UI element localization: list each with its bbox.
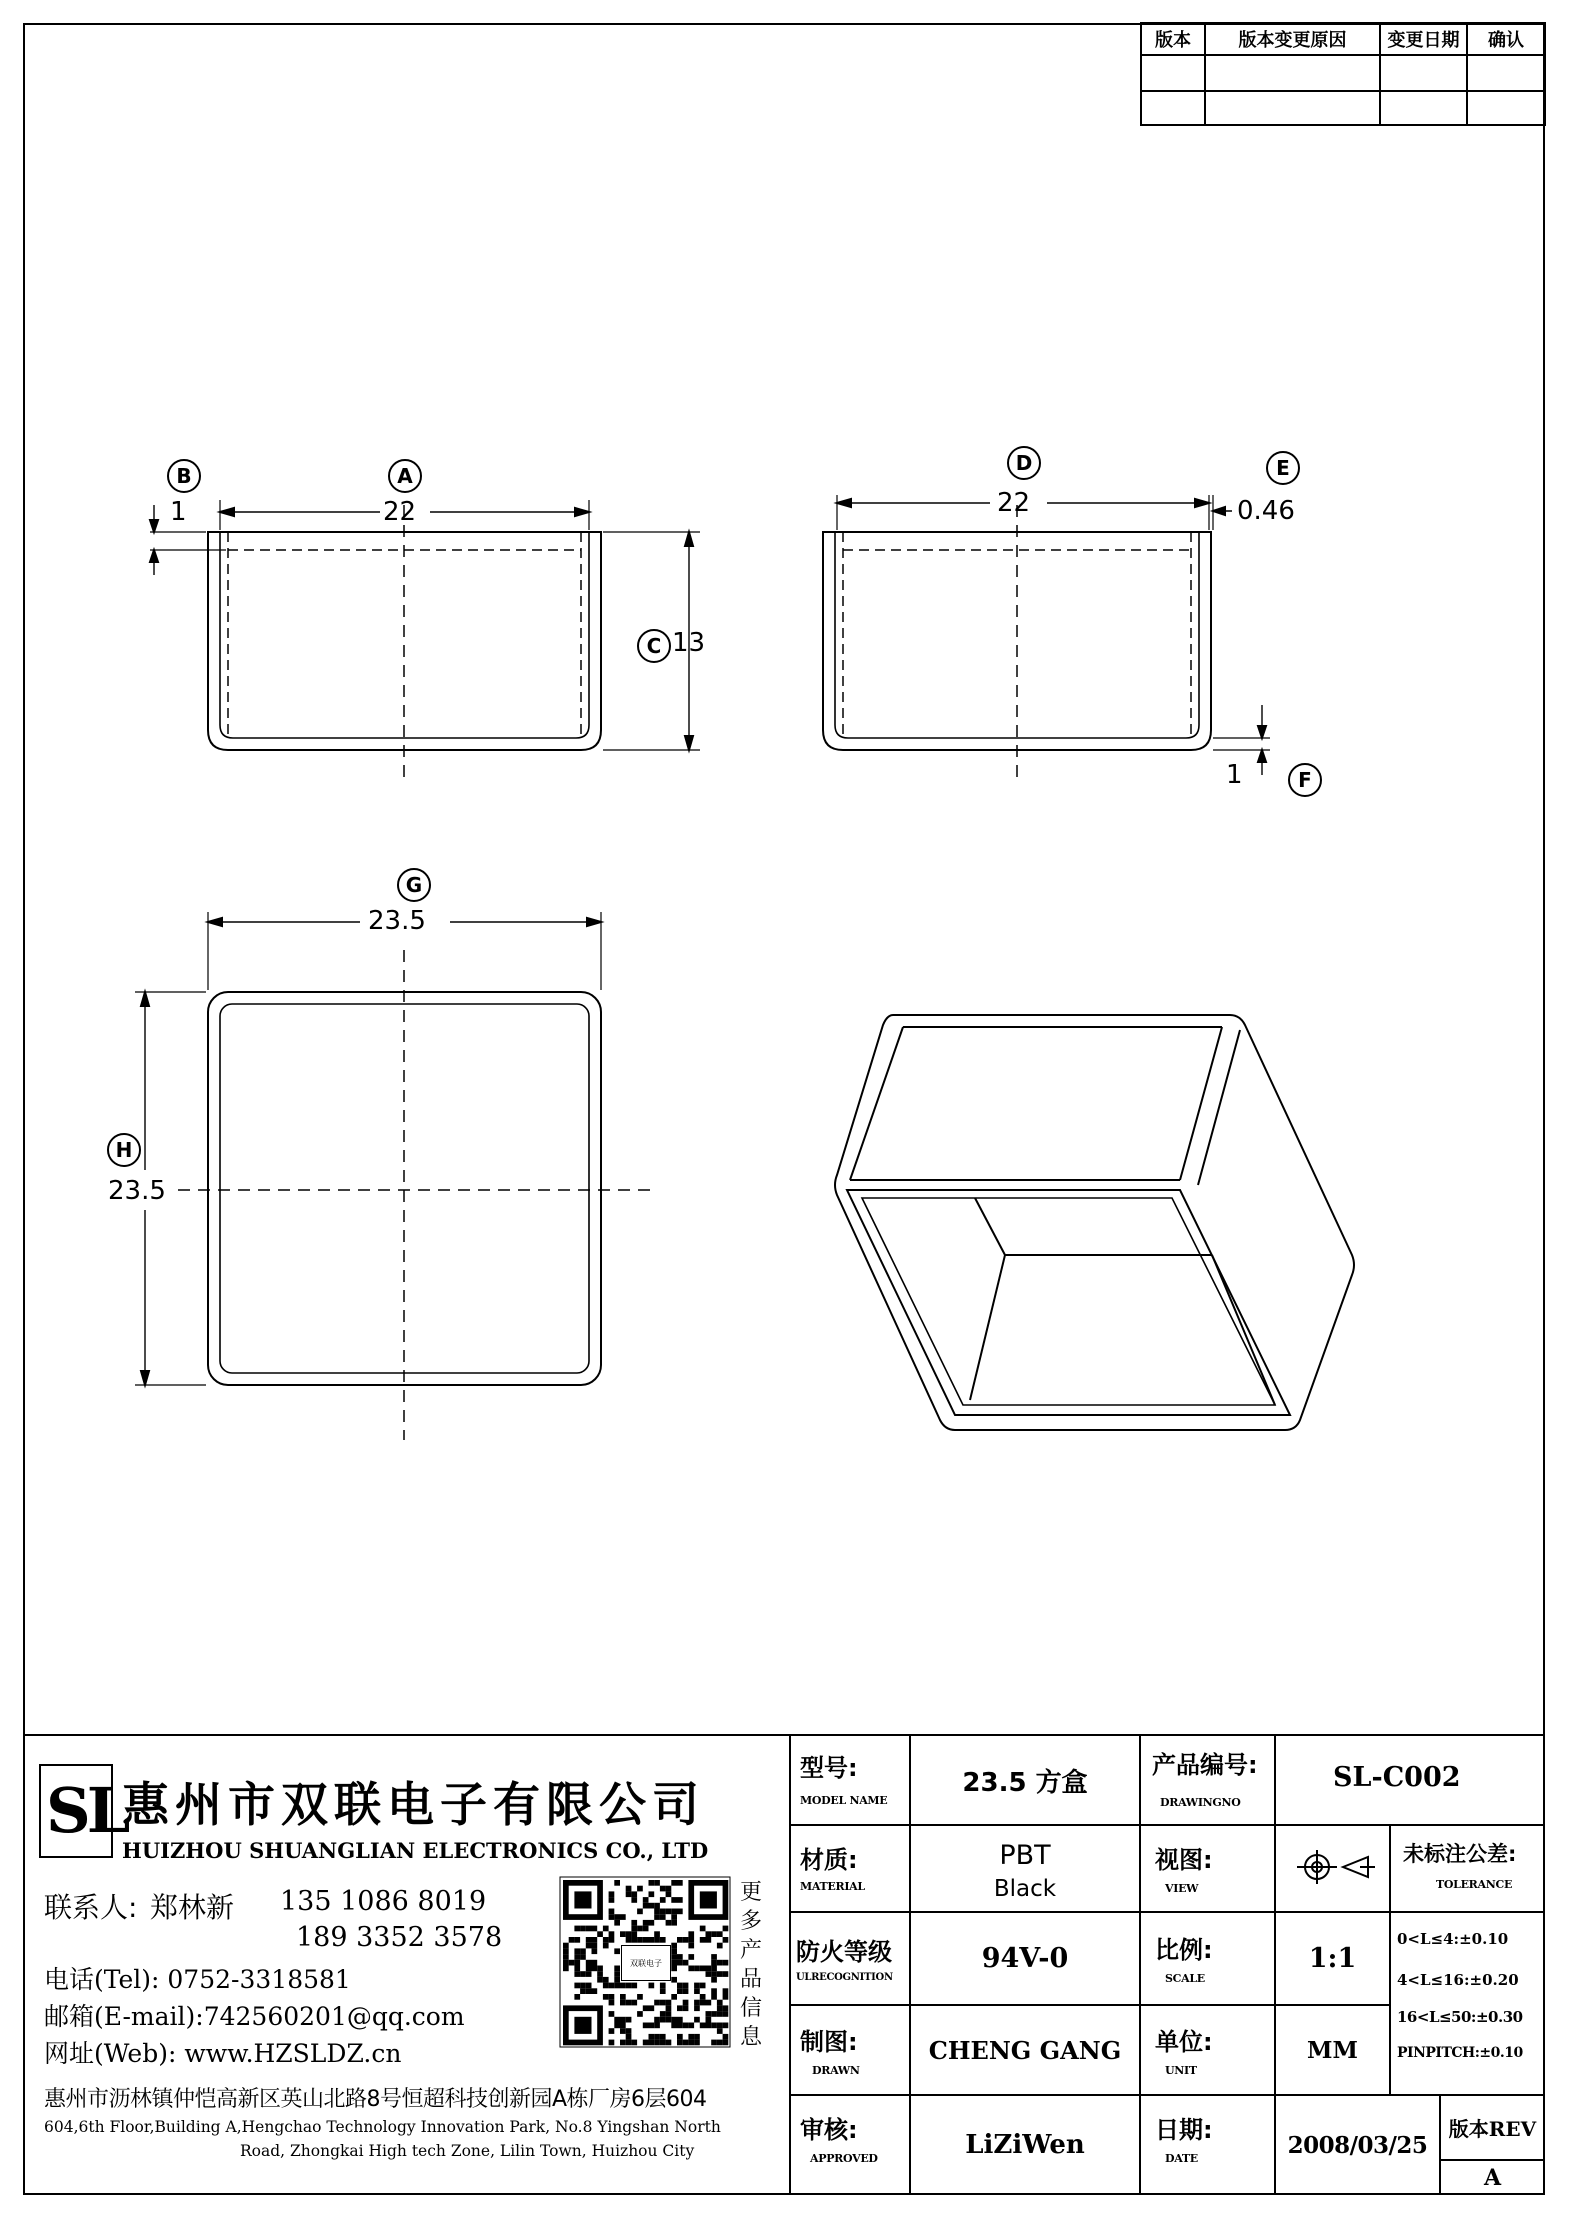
material-label-en: MATERIAL [800,1880,865,1893]
contact-phone2: 189 3352 3578 [296,1922,503,1953]
tolerance-3: 16<L≤50:±0.30 [1397,2008,1523,2026]
view-label-cn: 视图: [1155,1846,1213,1874]
tolerance-4: PINPITCH:±0.10 [1397,2045,1523,2061]
qr-center-logo: 双联电子 [621,1945,671,1981]
contact-name: 郑林新 [150,1891,235,1924]
fire-value: 94V-0 [981,1943,1069,1974]
drawn-label-en: DRAWN [812,2064,860,2077]
material-color: Black [993,1876,1057,1902]
fire-label-cn: 防火等级 [796,1938,892,1966]
marker-f: F [1298,768,1312,792]
marker-c: C [646,634,662,658]
logo-letters: SL [46,1774,127,1847]
tolerance-label-cn: 未标注公差: [1403,1842,1517,1866]
tolerance-label-en: TOLERANCE [1436,1878,1513,1891]
drawing-no-label-en: DRAWINGNO [1160,1796,1241,1809]
dim-side-wall: 0.46 [1237,496,1295,526]
contact-email: 邮箱(E-mail):742560201@qq.com [44,2002,465,2031]
dim-side-bottom: 1 [1226,760,1243,790]
unit-label-en: UNIT [1165,2064,1197,2077]
tolerance-2: 4<L≤16:±0.20 [1397,1971,1519,1989]
marker-d: D [1015,451,1033,475]
model-value: 23.5 方盒 [962,1767,1088,1798]
date-label-en: DATE [1165,2152,1198,2165]
address-cn: 惠州市沥林镇仲恺高新区英山北路8号恒超科技创新园A栋厂房6层604 [44,2087,707,2112]
qr-caption: 更多产品信息 [740,1880,763,2050]
address-en-line1: 604,6th Floor,Building A,Hengchao Technology Innovation Park, No.8 Yingshan North [44,2118,721,2136]
material-value: PBT [999,1839,1051,1871]
dim-front-width: 22 [383,497,417,527]
date-label-cn: 日期: [1155,2116,1213,2144]
marker-e: E [1276,456,1290,480]
company-name-cn: 惠州市双联电子有限公司 [122,1778,705,1833]
marker-h: H [115,1138,133,1162]
contact-tel: 电话(Tel): 0752-3318581 [44,1965,351,1994]
marker-b: B [176,464,192,488]
company-name-en: HUIZHOU SHUANGLIAN ELECTRONICS CO., LTD [122,1838,709,1863]
model-label-cn: 型号: [800,1754,858,1782]
dim-front-wall: 1 [170,497,187,527]
scale-label-cn: 比例: [1155,1936,1213,1964]
marker-a: A [397,464,413,488]
dim-top-width: 23.5 [368,906,426,936]
rev-header-confirm: 确认 [1488,30,1524,51]
contact-phone1: 135 1086 8019 [280,1886,487,1917]
dim-front-height: 13 [672,628,706,658]
unit-label-cn: 单位: [1155,2028,1213,2056]
address-en-line2: Road, Zhongkai High tech Zone, Lilin Town, Huizhou City [240,2142,695,2160]
contact-web: 网址(Web): www.HZSLDZ.cn [44,2039,402,2068]
dim-top-height: 23.5 [108,1176,166,1206]
view-label-en: VIEW [1165,1882,1199,1895]
approved-value: LiZiWen [965,2130,1085,2160]
rev-header-version: 版本 [1155,30,1191,51]
drawing-no-value: SL-C002 [1333,1762,1461,1793]
marker-g: G [405,873,423,897]
scale-value: 1:1 [1308,1943,1357,1974]
drawn-label-cn: 制图: [800,2028,858,2056]
rev-header-date: 变更日期 [1387,30,1460,51]
model-label-en: MODEL NAME [800,1794,888,1807]
drawn-value: CHENG GANG [928,2035,1122,2065]
scale-label-en: SCALE [1165,1972,1205,1985]
tolerance-1: 0<L≤4:±0.10 [1397,1930,1509,1948]
rev-value: A [1483,2164,1502,2191]
rev-label: 版本REV [1448,2117,1537,2141]
approved-label-en: APPROVED [810,2152,878,2165]
date-value: 2008/03/25 [1287,2131,1428,2159]
material-label-cn: 材质: [800,1846,858,1874]
contact-label: 联系人: [44,1891,138,1924]
approved-label-cn: 审核: [800,2116,858,2144]
rev-header-reason: 版本变更原因 [1238,30,1347,51]
unit-value: MM [1307,2036,1358,2064]
drawing-no-label-cn: 产品编号: [1152,1751,1258,1779]
dim-side-width: 22 [997,488,1031,518]
fire-label-en: ULRECOGNITION [796,1972,893,1983]
